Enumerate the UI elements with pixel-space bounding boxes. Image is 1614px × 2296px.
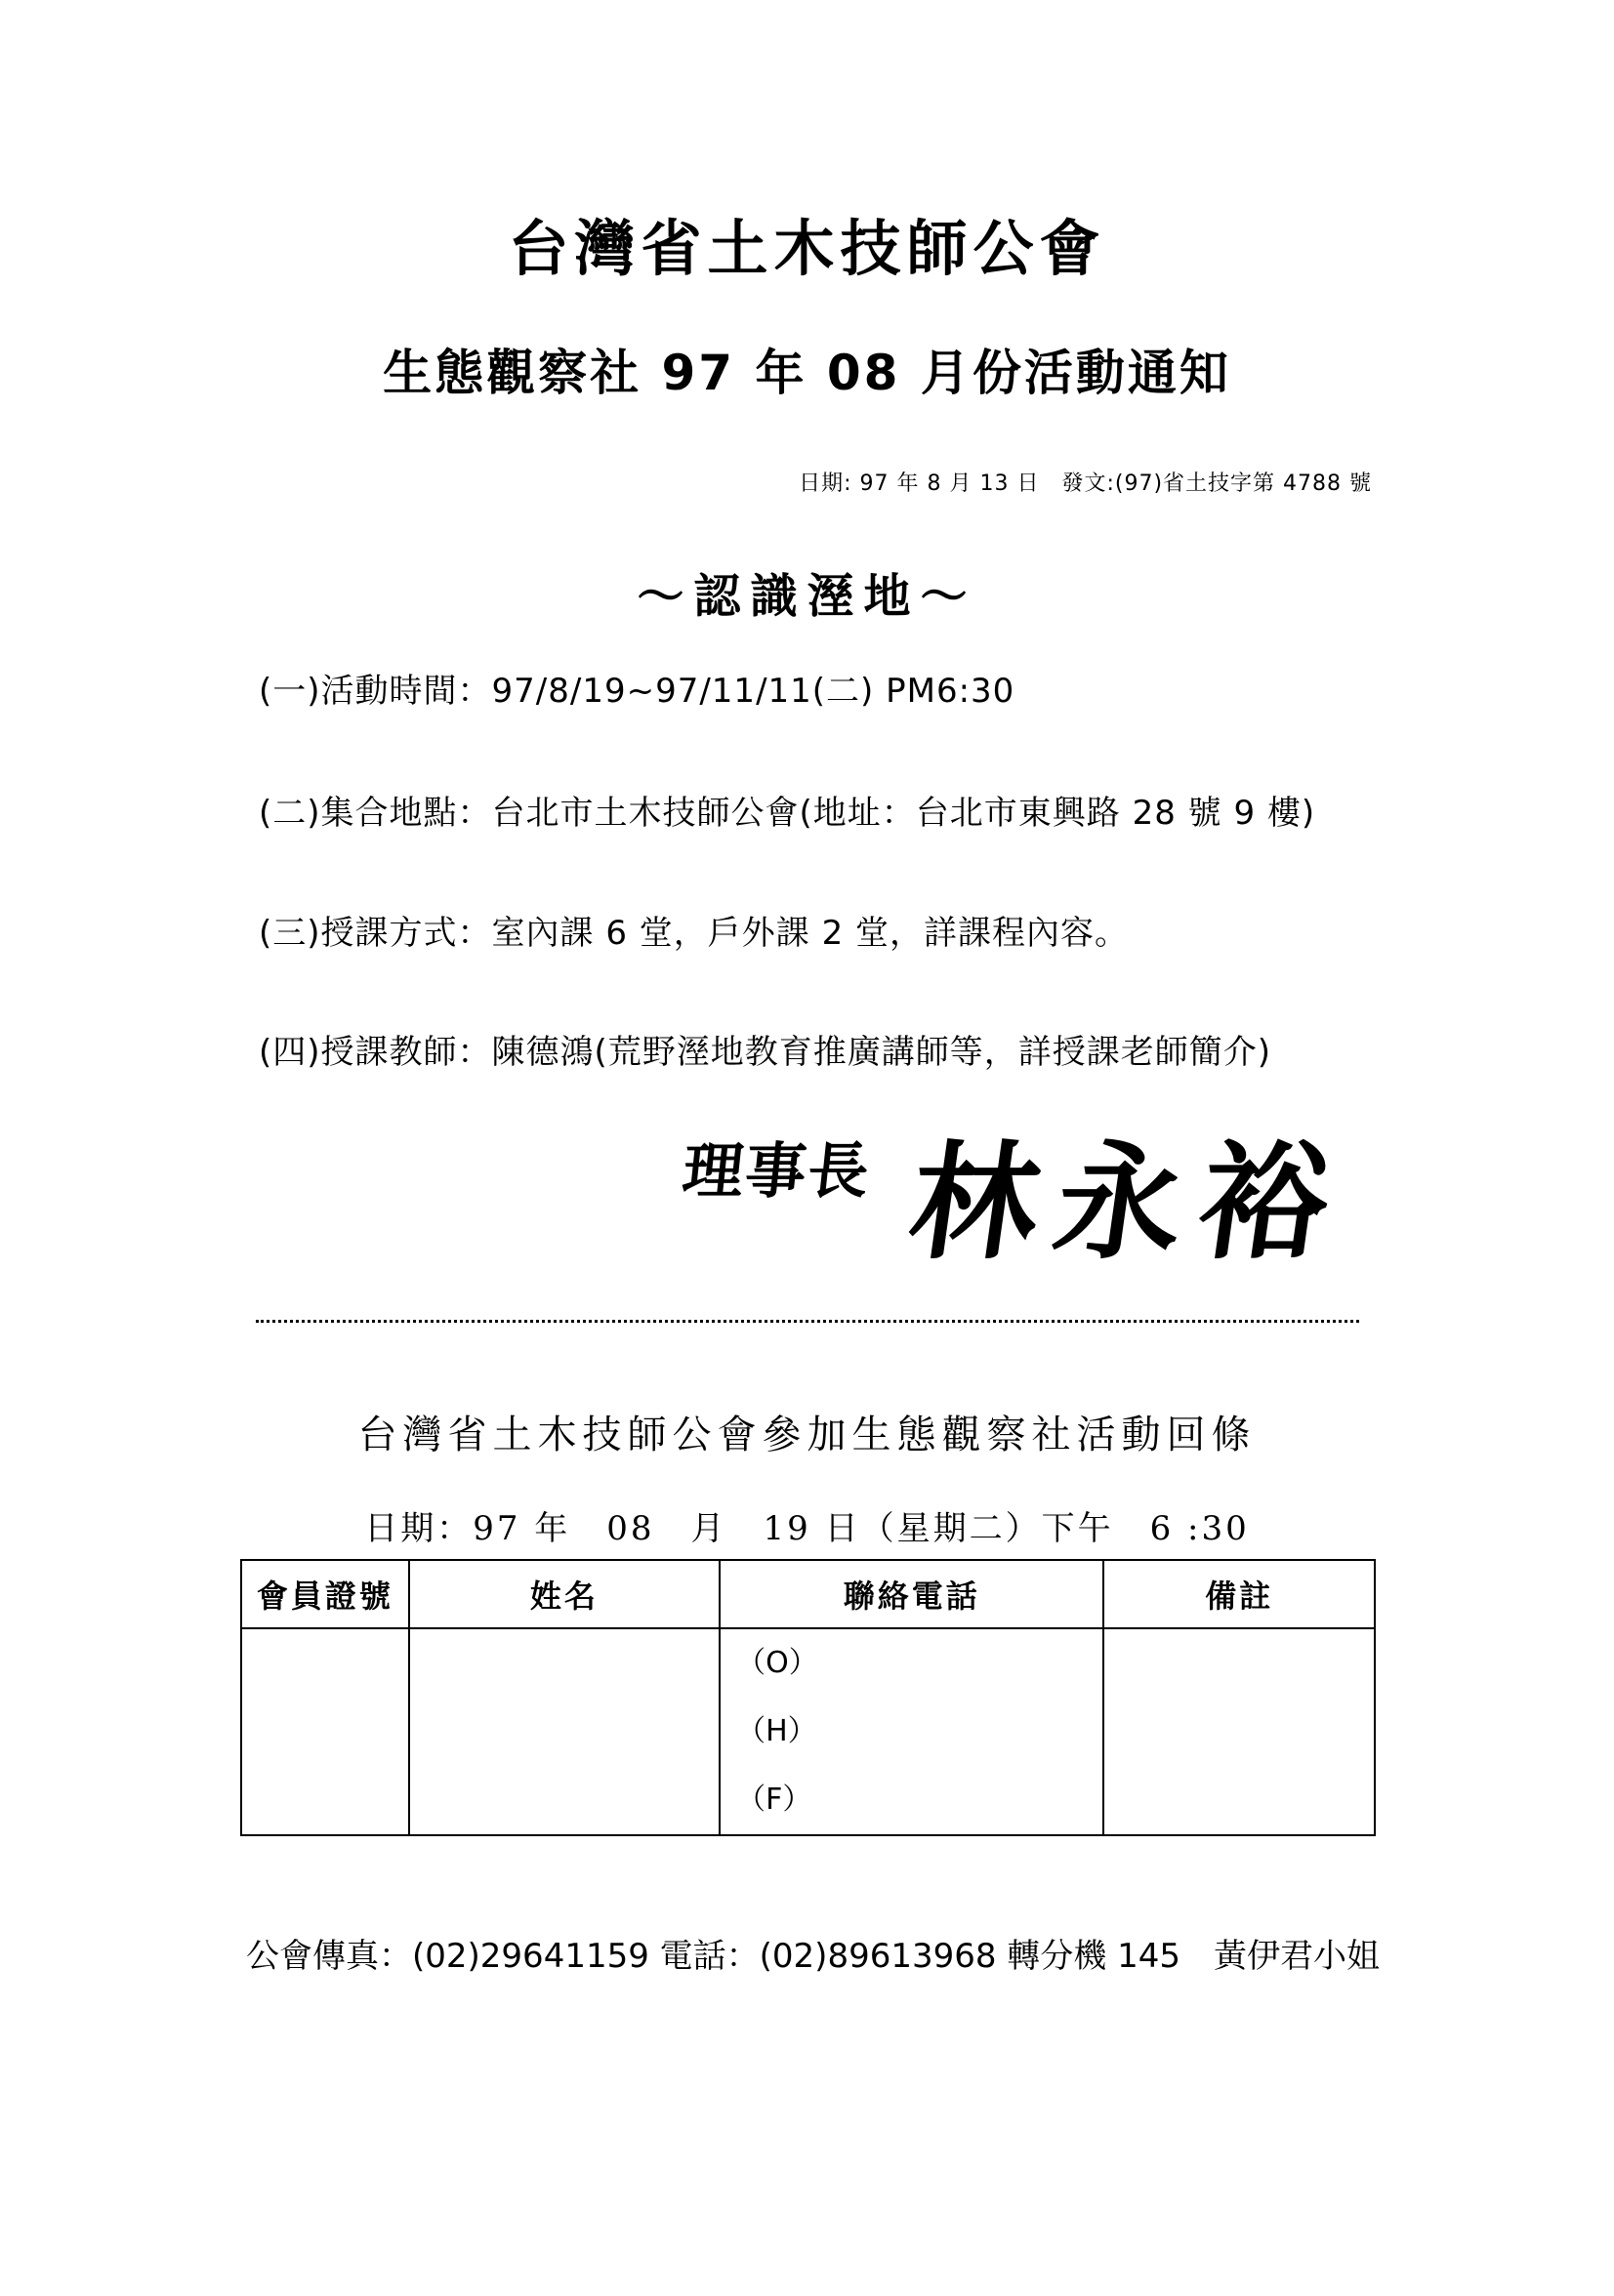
remarks-field[interactable] — [1103, 1628, 1375, 1835]
item-instructor: (四)授課教師：陳德鴻(荒野溼地教育推廣講師等，詳授課老師簡介) — [259, 1033, 1272, 1072]
column-name: 姓名 — [409, 1560, 720, 1628]
document-title: 台灣省土木技師公會 — [508, 213, 1106, 284]
item-course-format: (三)授課方式：室內課 6 堂，戶外課 2 堂，詳課程內容。 — [259, 914, 1130, 953]
name-field[interactable] — [409, 1628, 720, 1835]
reply-slip-title: 台灣省土木技師公會參加生態觀察社活動回條 — [357, 1413, 1257, 1457]
reply-table-header-row — [241, 1560, 1375, 1628]
phone-field[interactable] — [720, 1628, 1103, 1835]
column-remarks: 備註 — [1103, 1560, 1375, 1628]
notice-subtitle: 生態觀察社 97 年 08 月份活動通知 — [383, 345, 1231, 401]
reply-form-table — [240, 1559, 1376, 1836]
reply-slip-date: 日期：97 年 08 月 19 日（星期二）下午 6 :30 — [364, 1509, 1250, 1548]
signature-name: 林永裕 — [900, 1128, 1356, 1277]
member-id-field[interactable] — [241, 1628, 409, 1835]
item-meeting-place: (二)集合地點：台北市土木技師公會(地址：台北市東興路 28 號 9 樓) — [259, 794, 1316, 833]
contact-info: 公會傳真：(02)29641159 電話：(02)89613968 轉分機 145 黃伊君小姐 — [246, 1937, 1381, 1976]
item-activity-time: (一)活動時間：97/8/19~97/11/11(二) PM6:30 — [259, 672, 1015, 711]
column-member-id: 會員證號 — [241, 1560, 409, 1628]
cut-line-divider — [256, 1320, 1359, 1323]
reply-table-row — [241, 1628, 1375, 1835]
activity-theme: ～認識溼地～ — [637, 569, 977, 624]
column-phone: 聯絡電話 — [720, 1560, 1103, 1628]
phone-home-label: （H） — [736, 1714, 817, 1748]
document-reference: 日期: 97 年 8 月 13 日 發文:(97)省土技字第 4788 號 — [799, 472, 1372, 496]
signature-title: 理事長 — [679, 1135, 875, 1207]
phone-office-label: （O） — [736, 1646, 818, 1680]
phone-fax-label: （F） — [736, 1783, 812, 1817]
